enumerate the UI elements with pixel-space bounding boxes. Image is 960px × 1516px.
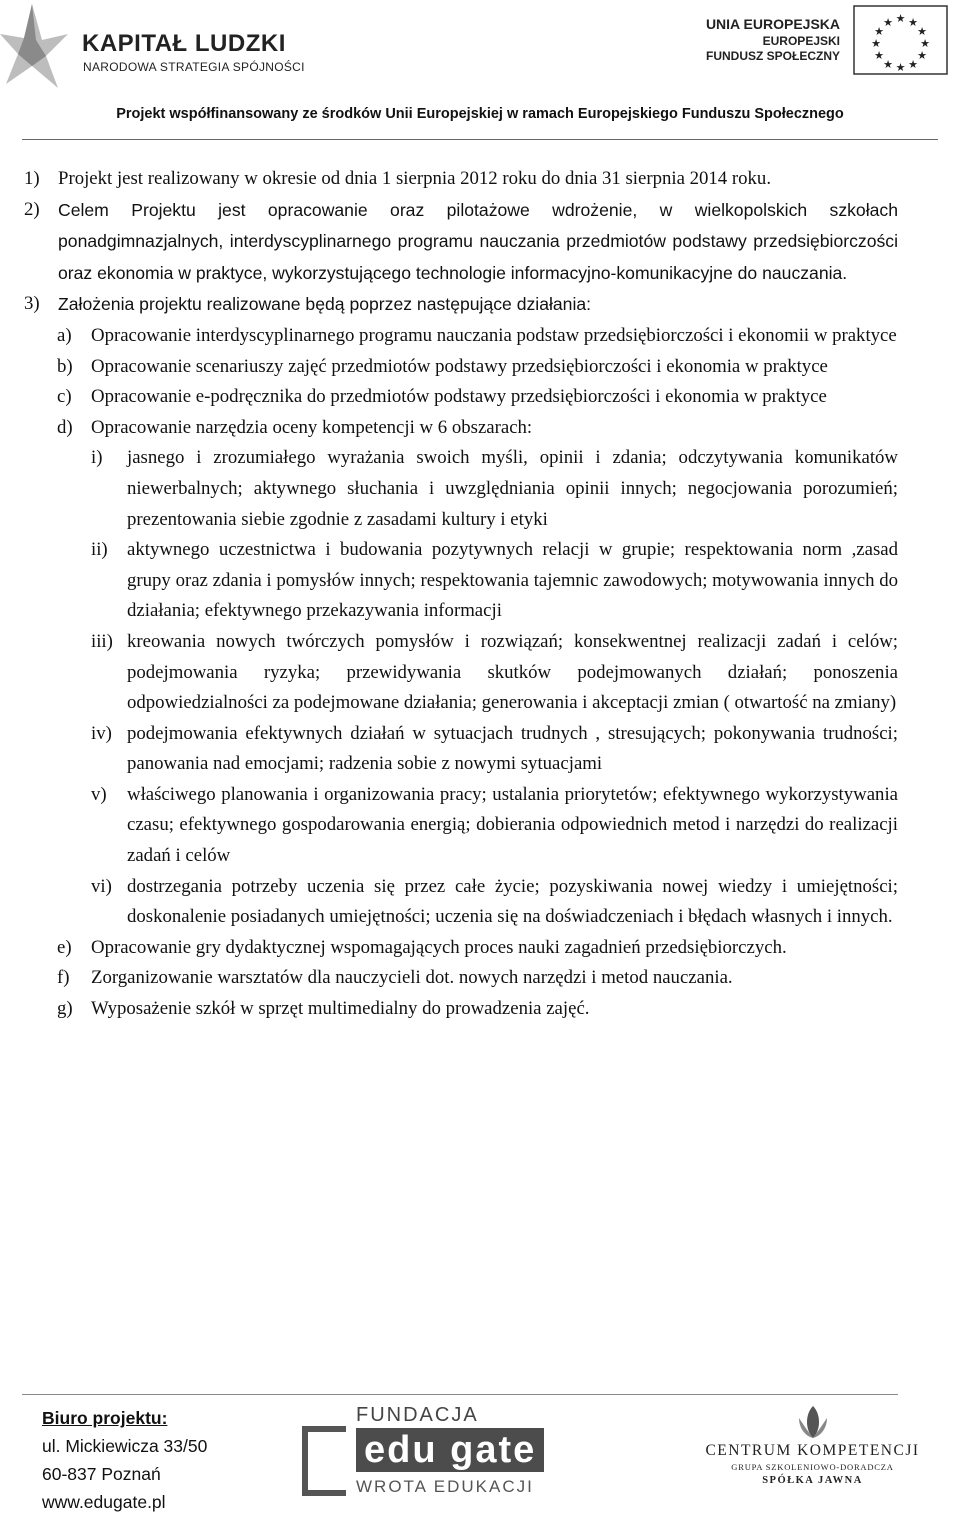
eu-flag-icon — [853, 5, 948, 75]
list-marker: f) — [57, 967, 70, 989]
list-marker: c) — [57, 386, 72, 408]
list-marker: i) — [91, 447, 103, 469]
list-item — [24, 535, 898, 627]
list-text: Wyposażenie szkół w sprzęt multimedialny do prowadzenia zajęć. — [91, 998, 590, 1020]
edugate-tagline: WROTA EDUKACJI — [356, 1477, 534, 1496]
svg-text:★: ★ — [920, 37, 930, 50]
list-marker: 3) — [24, 293, 40, 315]
ck-company: SPÓŁKA JAWNA — [762, 1475, 863, 1486]
list-item — [24, 195, 898, 290]
eu-fund-line2: FUNDUSZ SPOŁECZNY — [705, 48, 840, 63]
svg-text:★: ★ — [908, 16, 918, 29]
leaf-emblem-icon — [793, 1404, 833, 1442]
list-text: właściwego planowania i organizowania pracy; ustalania priorytetów; efektywnego wykorzystywania czasu; efektywnego gospodarowania energią; dobierania odpowiednich metod i narzędzi do realizacji zadań i celów — [127, 783, 898, 867]
list-item — [24, 443, 898, 535]
list-text: jasnego i zrozumiałego wyrażania swoich myśli, opinii i zdania; odczytywania komunikatów niewerbalnych; aktywnego słuchania i uwzględniania opinii innych; negocjowania porozumień; prezentowania siebie zgodnie z zasadami kultury i etyki — [127, 447, 898, 530]
list-marker: g) — [57, 998, 73, 1020]
list-text: Zorganizowanie warsztatów dla nauczycieli dot. nowych narzędzi i metod nauczania. — [91, 967, 733, 989]
svg-text:★: ★ — [908, 58, 918, 71]
list-text: Opracowanie scenariuszy zajęć przedmiotów podstawy przedsiębiorczości i ekonomia w praktyce — [91, 355, 828, 377]
header-divider — [22, 139, 938, 140]
page-header — [0, 0, 960, 140]
list-text: podejmowania efektywnych działań w sytuacjach trudnych , stresujących; pokonywania trudności; panowania nad emocjami; radzenia sobie z nowymi sytuacjami — [127, 722, 898, 775]
svg-text:★: ★ — [874, 25, 884, 38]
list-item — [24, 382, 898, 413]
list-text: kreowania nowych twórczych pomysłów i rozwiązań; konsekwentnej realizacji zadań i celów; podejmowania ryzyka; przewidywania skutków podejmowanych działań; ponoszenia odpowiedzialności za podejmowane działania; generowania i akceptacji zmian ( otwartość na zmiany) — [127, 630, 898, 714]
project-description — [24, 164, 898, 1025]
list-item — [24, 627, 898, 719]
list-item — [24, 780, 898, 872]
svg-text:★: ★ — [874, 49, 884, 62]
ck-group: GRUPA SZKOLENIOWO-DORADCZA — [731, 1462, 894, 1472]
centrum-kompetencji-logo — [695, 1404, 930, 1504]
list-marker: b) — [57, 355, 73, 377]
address-city: 60-837 Poznań — [42, 1464, 161, 1484]
list-marker: 1) — [24, 168, 40, 189]
list-marker: iii) — [91, 630, 113, 652]
list-text: dostrzegania potrzeby uczenia się przez całe życie; pozyskiwania nowej wiedzy i umiejętności; doskonalenie posiadanych umiejętności; uczenia się na doświadczeniach i błędach własnych i innych. — [127, 875, 898, 928]
list-text: Opracowanie e-podręcznika do przedmiotów podstawy przedsiębiorczości i ekonomia w praktyce — [91, 386, 827, 408]
svg-text:★: ★ — [895, 12, 906, 25]
list-text: aktywnego uczestnictwa i budowania pozytywnych relacji w grupie; respektowania norm ,zasad grupy oraz zdania i pomysłów innych; respektowania tajemnic zawodowych; motywowania innych do działania; efektywnego przekazywania informacji — [127, 539, 898, 622]
list-text: Opracowanie interdyscyplinarnego programu nauczania podstaw przedsiębiorczości i ekonomii w praktyce — [91, 324, 897, 346]
edugate-foundation-label: FUNDACJA — [356, 1404, 479, 1426]
list-item — [24, 164, 898, 195]
list-item — [24, 413, 898, 444]
eu-fund-line1: EUROPEJSKI — [762, 33, 840, 48]
list-marker: 2) — [24, 198, 40, 220]
cofinancing-statement: Projekt współfinansowany ze środków Unii Europejskiej w ramach Europejskiego Funduszu Społecznego — [116, 106, 844, 122]
edugate-logo — [300, 1404, 570, 1504]
list-item — [24, 289, 898, 321]
list-item — [24, 994, 898, 1025]
svg-text:★: ★ — [917, 49, 927, 62]
list-marker: d) — [57, 416, 73, 438]
list-item — [24, 321, 898, 352]
list-marker: e) — [57, 936, 72, 958]
edugate-bracket-icon — [302, 1426, 346, 1496]
list-item — [24, 352, 898, 383]
list-text: Założenia projektu realizowane będą poprzez następujące działania: — [58, 294, 592, 315]
list-item — [24, 933, 898, 964]
edugate-name: edu gate — [356, 1428, 544, 1472]
svg-text:★: ★ — [917, 25, 927, 38]
kapital-ludzki-star-logo — [0, 0, 70, 90]
svg-text:★: ★ — [895, 61, 906, 74]
footer-divider — [22, 1394, 898, 1395]
svg-text:★: ★ — [883, 16, 893, 29]
website-link[interactable]: www.edugate.pl — [42, 1492, 166, 1512]
eu-name: UNIA EUROPEJSKA — [705, 16, 840, 32]
svg-text:★: ★ — [871, 37, 881, 50]
kapital-ludzki-subtitle: NARODOWA STRATEGIA SPÓJNOŚCI — [83, 60, 305, 74]
list-text: Opracowanie gry dydaktycznej wspomagających proces nauki zagadnień przedsiębiorczych. — [91, 936, 787, 958]
list-item — [24, 963, 898, 994]
list-text: Projekt jest realizowany w okresie od dnia 1 sierpnia 2012 roku do dnia 31 sierpnia 2014 roku. — [58, 168, 772, 189]
list-text: Opracowanie narzędzia oceny kompetencji w 6 obszarach: — [91, 416, 533, 438]
list-marker: vi) — [91, 875, 112, 897]
list-marker: iv) — [91, 722, 112, 744]
ck-name: CENTRUM KOMPETENCJI — [705, 1442, 920, 1459]
project-office-address — [42, 1404, 207, 1516]
office-title: Biuro projektu: — [42, 1408, 168, 1428]
list-text: Celem Projektu jest opracowanie oraz pilotażowe wdrożenie, w wielkopolskich szkołach ponadgimnazjalnych, interdyscyplinarnego programu nauczania przedmiotów podstawy przedsiębiorczości oraz ekonomia w praktyce, wykorzystującego technologie informacyjno-komunikacyjne do nauczania. — [58, 199, 898, 283]
list-marker: v) — [91, 783, 107, 805]
svg-text:★: ★ — [883, 58, 893, 71]
list-item — [24, 872, 898, 933]
address-street: ul. Mickiewicza 33/50 — [42, 1436, 208, 1456]
list-marker: a) — [57, 324, 72, 346]
kapital-ludzki-title: KAPITAŁ LUDZKI — [82, 30, 286, 57]
eu-fund-label — [706, 16, 840, 64]
list-item — [24, 719, 898, 780]
list-marker: ii) — [91, 539, 108, 561]
